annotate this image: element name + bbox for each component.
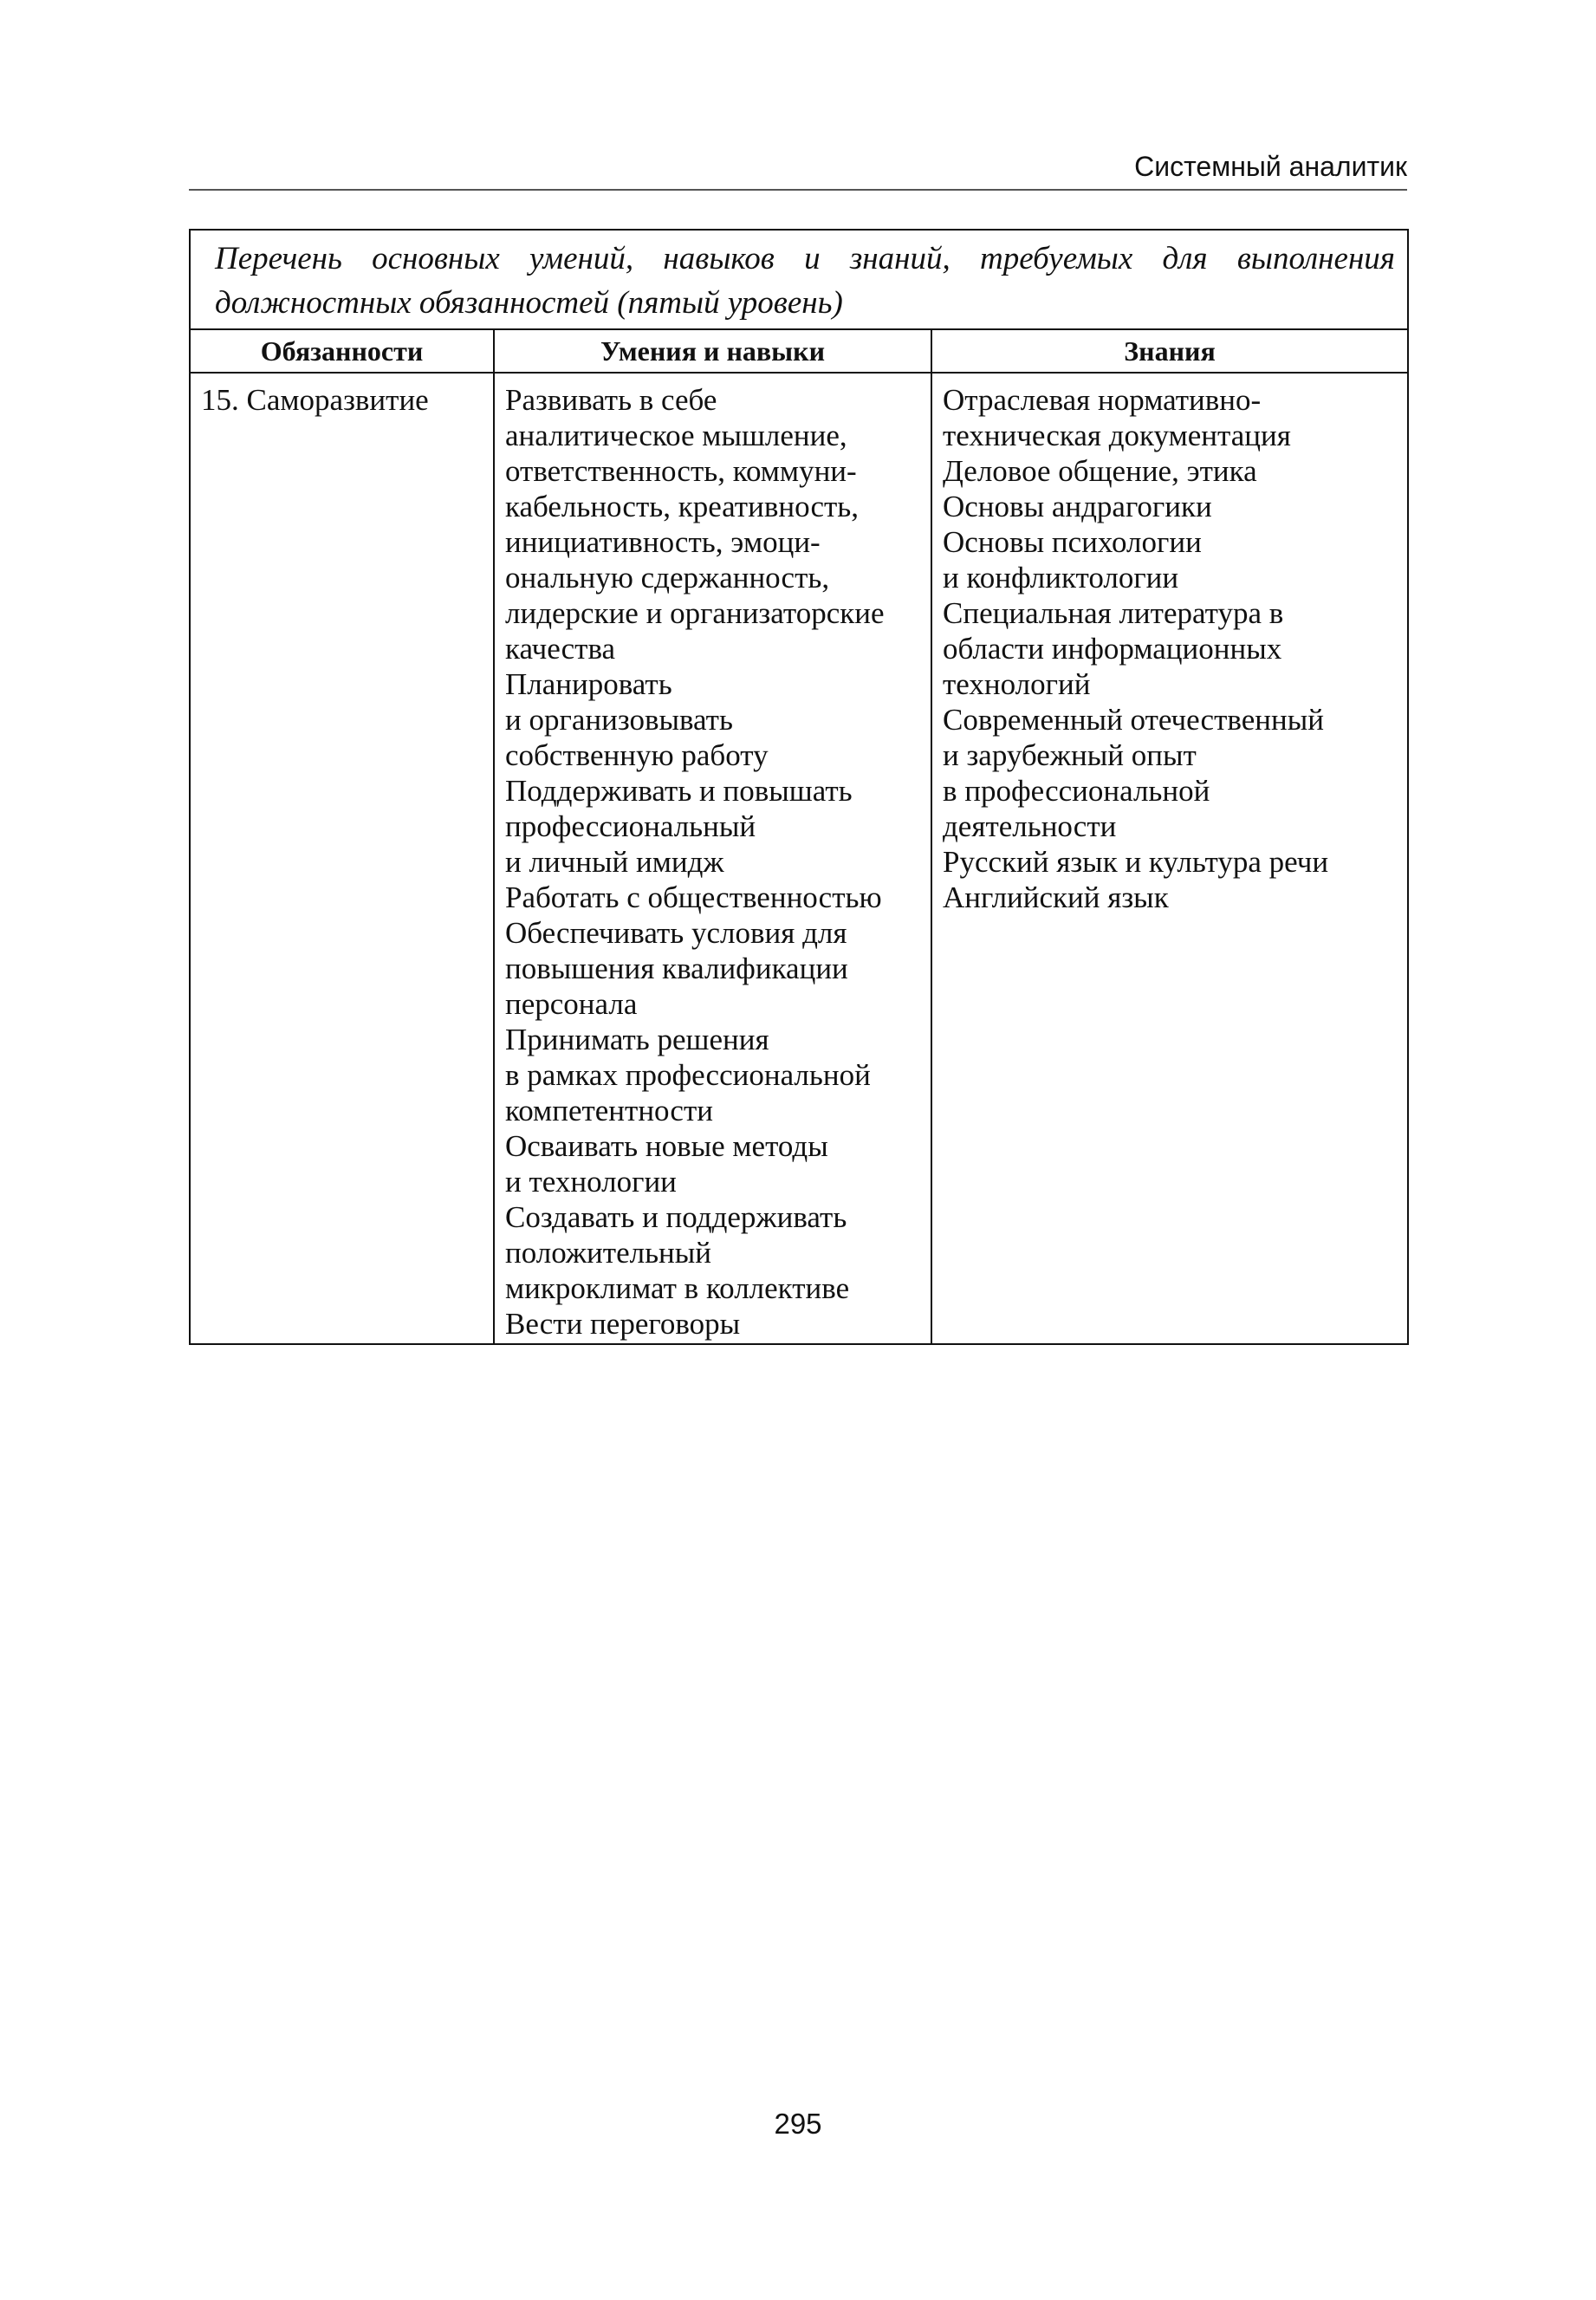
skill-line: повышения квалификации xyxy=(505,952,848,985)
table-caption-row xyxy=(190,230,1408,329)
skills-cell xyxy=(494,373,931,1344)
skill-line: микроклимат в коллективе xyxy=(505,1271,850,1305)
duties-table xyxy=(189,229,1409,1345)
column-header-skills: Умения и навыки xyxy=(494,329,931,373)
skill-line: Развивать в себе xyxy=(505,383,717,417)
skill-line: Создавать и поддерживать xyxy=(505,1200,847,1234)
skill-line: Вести переговоры xyxy=(505,1307,741,1341)
knowledge-line: и зарубежный опыт xyxy=(943,738,1197,772)
skill-line: положительный xyxy=(505,1236,712,1270)
duty-text: 15. Саморазвитие xyxy=(201,383,429,417)
knowledge-line: в профессиональной xyxy=(943,774,1210,808)
knowledge-line: Основы андрагогики xyxy=(943,490,1212,523)
knowledge-line: Деловое общение, этика xyxy=(943,454,1257,488)
skill-line: Обеспечивать условия для xyxy=(505,916,847,950)
skill-line: Поддерживать и повышать xyxy=(505,774,853,808)
skill-line: персонала xyxy=(505,987,638,1021)
skill-line: инициативность, эмоци- xyxy=(505,525,821,559)
skill-line: Принимать решения xyxy=(505,1023,769,1056)
running-head xyxy=(189,147,1407,191)
skill-line: собственную работу xyxy=(505,738,769,772)
skill-line: и личный имидж xyxy=(505,845,724,879)
skill-line: Работать с общественностью xyxy=(505,880,882,914)
column-header-knowledge: Знания xyxy=(931,329,1408,373)
skill-line: качества xyxy=(505,632,616,666)
skill-line: Планировать xyxy=(505,667,672,701)
skill-line: аналитическое мышление, xyxy=(505,419,847,452)
skill-line: и организовывать xyxy=(505,703,733,737)
running-head-title: Системный аналитик xyxy=(1134,151,1407,182)
skill-line: в рамках профессиональной xyxy=(505,1058,871,1092)
skill-line: ответственность, коммуни- xyxy=(505,454,857,488)
column-header-duties: Обязанности xyxy=(190,329,494,373)
skill-line: и технологии xyxy=(505,1165,677,1199)
table-row xyxy=(190,373,1408,1344)
knowledge-line: Отраслевая нормативно- xyxy=(943,383,1262,417)
skill-line: кабельность, креативность, xyxy=(505,490,860,523)
knowledge-line: Английский язык xyxy=(943,880,1169,914)
skill-line: ональную сдержанность, xyxy=(505,561,830,594)
knowledge-line: Русский язык и культура речи xyxy=(943,845,1329,879)
knowledge-line: деятельности xyxy=(943,809,1117,843)
knowledge-line: Основы психологии xyxy=(943,525,1202,559)
duties-table-container xyxy=(189,229,1407,1345)
knowledge-line: Современный отечественный xyxy=(943,703,1324,737)
knowledge-line: техническая документация xyxy=(943,419,1291,452)
knowledge-line: Специальная литература в xyxy=(943,596,1284,630)
skill-line: компетентности xyxy=(505,1094,713,1127)
skill-line: лидерские и организаторские xyxy=(505,596,885,630)
table-header-row xyxy=(190,329,1408,373)
skill-line: Осваивать новые методы xyxy=(505,1129,828,1163)
knowledge-line: области информационных xyxy=(943,632,1282,666)
page-number: 295 xyxy=(774,2108,822,2140)
table-caption: Перечень основных умений, навыков и знаний, требуемых для выполнения должностных обязанностей (пятый уровень) xyxy=(190,230,1408,329)
knowledge-line: технологий xyxy=(943,667,1091,701)
knowledge-line: и конфликтологии xyxy=(943,561,1179,594)
knowledge-cell xyxy=(931,373,1408,1344)
skill-line: профессиональный xyxy=(505,809,756,843)
duty-cell xyxy=(190,373,494,1344)
